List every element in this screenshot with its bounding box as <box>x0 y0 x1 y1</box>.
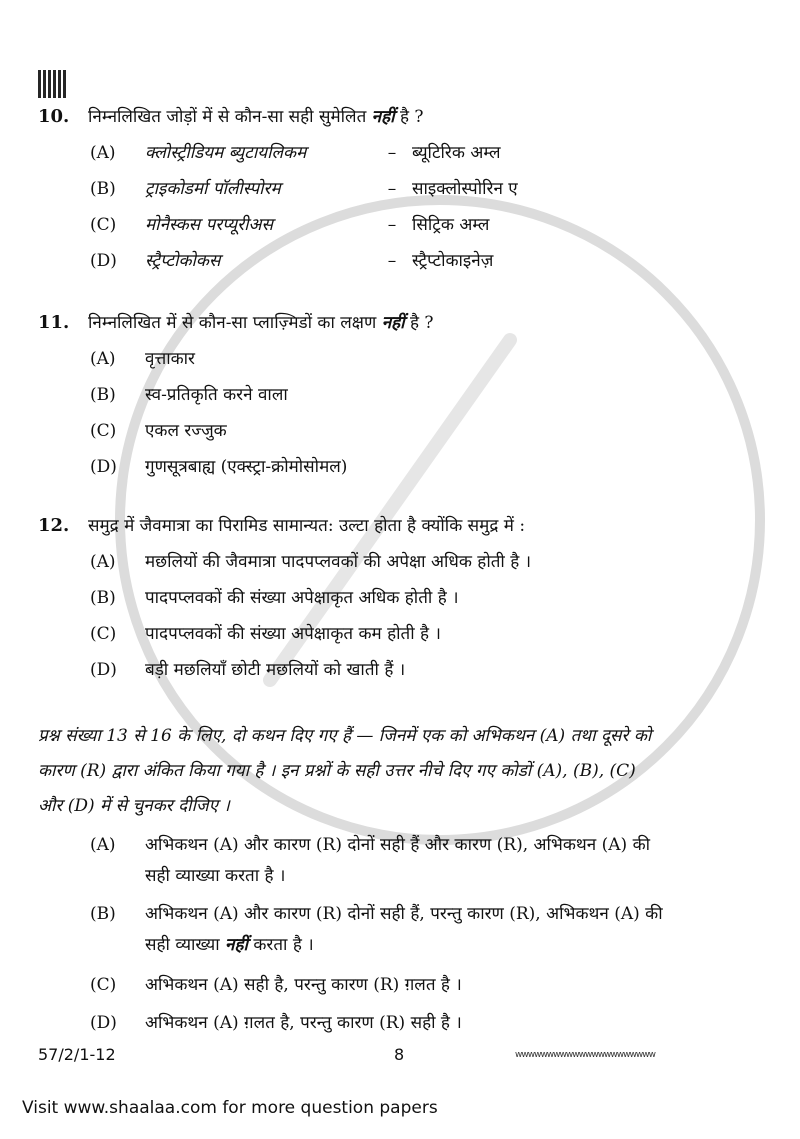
option-row <box>38 384 770 406</box>
questions <box>38 106 770 1034</box>
qr-code-icon <box>38 70 66 98</box>
option-text: मछलियों की जैवमात्रा पादपप्लवकों की अपेक्षा अधिक होती है । <box>145 552 532 572</box>
code-option-c <box>38 974 770 996</box>
option-organism: स्ट्रैप्टोकोकस <box>145 251 221 271</box>
stem-emphasis: नहीं <box>371 107 395 127</box>
page-number: 8 <box>394 1045 405 1064</box>
option-label: (B) <box>90 904 116 924</box>
line-text: सही व्याख्या <box>145 935 220 955</box>
option-line: सही व्याख्या करता है । <box>145 866 286 886</box>
question-stem: समुद्र में जैवमात्रा का पिरामिड सामान्यत: उल्टा होता है क्योंकि समुद्र में : <box>88 516 526 536</box>
option-row <box>38 551 770 573</box>
code-option-d <box>38 1012 770 1034</box>
q12-options <box>38 551 770 681</box>
question-stem <box>88 312 770 334</box>
option-text: वृत्ताकार <box>145 349 196 369</box>
option-organism: क्लोस्ट्रीडियम ब्युटायलिकम <box>145 143 307 163</box>
option-line <box>145 934 770 956</box>
q11-options <box>38 348 770 478</box>
option-row <box>38 348 770 370</box>
instruction-line: और (D) में से चुनकर दीजिए । <box>38 796 230 816</box>
option-dash: – <box>387 215 397 235</box>
option-text: अभिकथन (A) सही है, परन्तु कारण (R) ग़लत है । <box>145 975 462 995</box>
question-stem <box>88 106 770 128</box>
option-dash: – <box>387 143 397 163</box>
option-row <box>38 420 770 442</box>
stem-text: निम्नलिखित में से कौन-सा प्लाज़्मिडों का लक्षण <box>88 313 377 333</box>
footer <box>22 1044 770 1119</box>
option-text: स्व-प्रतिकृति करने वाला <box>145 385 288 405</box>
option-row <box>38 142 770 164</box>
instruction-line: प्रश्न संख्या 13 से 16 के लिए, दो कथन दिए गए हैं — जिनमें एक को अभिकथन (A) तथा दूसरे को <box>38 726 652 746</box>
option-label: (B) <box>90 588 116 608</box>
option-text <box>145 834 770 887</box>
q10-options <box>38 142 770 272</box>
option-text: एकल रज्जुक <box>145 421 227 441</box>
paper-code: 57/2/1-12 <box>38 1045 116 1064</box>
option-product: ब्यूटिरिक अम्ल <box>412 143 501 163</box>
line-emphasis: नहीं <box>225 935 248 955</box>
visit-link[interactable]: Visit www.shaalaa.com for more question papers <box>22 1098 438 1118</box>
option-label: (B) <box>90 385 116 405</box>
option-line: अभिकथन (A) और कारण (R) दोनों सही हैं और कारण (R), अभिकथन (A) की <box>145 835 651 855</box>
option-dash: – <box>387 251 397 271</box>
option-row <box>38 250 770 272</box>
wavy-line: wwwwwwwwwwwwwwwwwwwwww <box>515 1050 655 1060</box>
code-option-a <box>38 834 770 887</box>
option-text: पादपप्लवकों की संख्या अपेक्षाकृत अधिक होती है । <box>145 588 459 608</box>
option-text <box>145 903 770 956</box>
instruction-line: कारण (R) द्वारा अंकित किया गया है । इन प्रश्नों के सही उत्तर नीचे दिए गए कोडों (A), (B), (C) <box>38 761 636 781</box>
option-label: (A) <box>90 349 116 369</box>
question-number: 12. <box>38 515 70 536</box>
line-text: करता है । <box>253 935 314 955</box>
option-row <box>38 659 770 681</box>
option-dash: – <box>387 179 397 199</box>
option-label: (A) <box>90 143 116 163</box>
option-organism: ट्राइकोडर्मा पॉलीस्पोरम <box>145 179 281 199</box>
stem-emphasis: नहीं <box>381 313 405 333</box>
question-12 <box>38 515 770 537</box>
option-row <box>38 623 770 645</box>
option-label: (D) <box>90 1013 117 1033</box>
question-number: 11. <box>38 312 70 333</box>
option-label: (A) <box>90 552 116 572</box>
option-row <box>38 456 770 478</box>
option-label: (C) <box>90 215 117 235</box>
option-label: (D) <box>90 457 117 477</box>
option-text: पादपप्लवकों की संख्या अपेक्षाकृत कम होती है । <box>145 624 441 644</box>
question-number: 10. <box>38 106 70 127</box>
option-product: साइक्लोस्पोरिन ए <box>412 179 518 199</box>
stem-text: निम्नलिखित जोड़ों में से कौन-सा सही सुमेलित <box>88 107 367 127</box>
option-organism: मोनैस्कस परप्यूरीअस <box>145 215 273 235</box>
option-product: स्ट्रैप्टोकाइनेज़ <box>412 251 494 271</box>
option-text: बड़ी मछलियाँ छोटी मछलियों को खाती हैं । <box>145 660 406 680</box>
option-label: (D) <box>90 251 117 271</box>
option-label: (B) <box>90 179 116 199</box>
question-11 <box>38 312 770 334</box>
code-option-b <box>38 903 770 956</box>
option-label: (A) <box>90 835 116 855</box>
option-label: (D) <box>90 660 117 680</box>
option-label: (C) <box>90 975 117 995</box>
stem-end: है ? <box>399 107 424 127</box>
option-line: अभिकथन (A) और कारण (R) दोनों सही हैं, परन्तु कारण (R), अभिकथन (A) की <box>145 904 663 924</box>
option-row <box>38 214 770 236</box>
question-10 <box>38 106 770 128</box>
option-text: अभिकथन (A) ग़लत है, परन्तु कारण (R) सही है । <box>145 1013 462 1033</box>
stem-end: है ? <box>409 313 434 333</box>
option-row <box>38 178 770 200</box>
option-label: (C) <box>90 421 117 441</box>
option-label: (C) <box>90 624 117 644</box>
option-row <box>38 587 770 609</box>
option-text: गुणसूत्रबाह्य (एक्स्ट्रा-क्रोमोसोमल) <box>145 457 348 477</box>
option-product: सिट्रिक अम्ल <box>412 215 490 235</box>
